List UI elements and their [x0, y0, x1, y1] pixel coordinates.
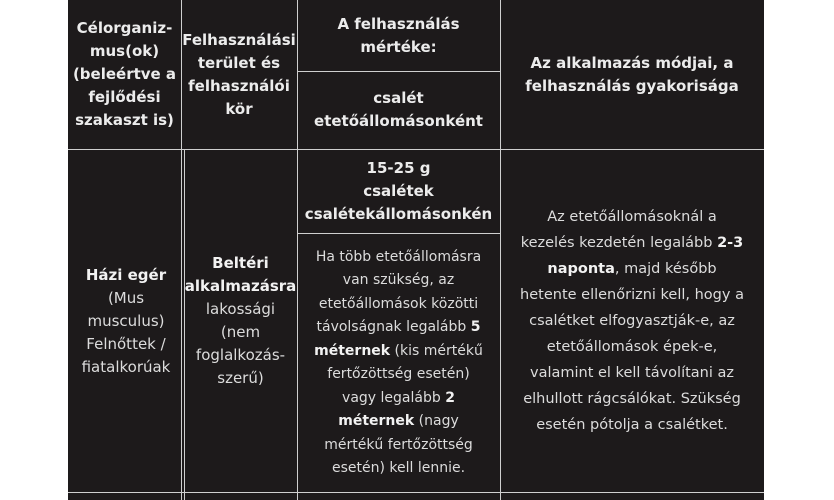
header-line: Felhasználási: [182, 30, 296, 49]
header-usage-amount: [297, 0, 500, 71]
method-line: [547, 256, 716, 282]
distance-line: mértékű fertőzöttség: [324, 436, 473, 453]
cell-organism: [68, 150, 184, 492]
organism-latin: musculus): [87, 311, 165, 330]
area-line: (nem: [220, 323, 261, 341]
header-line: etetőállomásonként: [314, 112, 483, 130]
cell-usage-area: [184, 150, 297, 492]
method-line: elhullott rágcsálókat. Szükség: [523, 391, 741, 407]
header-line: Az alkalmazás módjai, a: [530, 53, 734, 72]
method-line: Az etetőállomásoknál a: [547, 209, 717, 225]
method-line: etetőállomások épek-e,: [546, 339, 718, 355]
method-line: [521, 230, 744, 256]
row-divider: [68, 492, 764, 493]
distance-unit: méternek: [314, 342, 391, 359]
method-frequency: 2-3: [717, 235, 744, 251]
method-frequency: naponta: [547, 261, 615, 277]
header-line: mértéke:: [360, 37, 437, 56]
method-text: , majd később: [614, 261, 717, 277]
distance-line: van szükség, az: [342, 272, 455, 288]
cell-station-distance: [297, 234, 500, 492]
distance-line: [314, 340, 483, 364]
distance-line: etetőállomások közötti: [318, 295, 479, 312]
header-line: terület és: [197, 53, 281, 72]
method-text: kezelés kezdetén legalább: [520, 235, 718, 251]
header-line: szakaszt is): [75, 111, 174, 129]
organism-latin: (Mus: [107, 288, 145, 307]
cell-bait-amount: [297, 150, 500, 233]
area-line: Beltéri: [212, 254, 269, 272]
area-line: szerű): [217, 369, 264, 387]
area-line: foglalkozás-: [195, 346, 286, 364]
area-line: lakossági: [205, 300, 276, 318]
distance-line: [317, 316, 481, 340]
header-line: kör: [225, 99, 253, 118]
regulation-table: [68, 0, 764, 500]
header-application-methods: [500, 0, 764, 149]
header-line: fejlődési: [88, 88, 161, 106]
organism-stage: Felnőttek /: [86, 334, 166, 353]
header-line: felhasználói: [188, 76, 290, 95]
header-line: A felhasználás: [337, 14, 460, 33]
header-line: Célorganiz-: [76, 19, 173, 37]
header-line: (beleértve a: [72, 65, 177, 83]
organism-name: Házi egér: [85, 265, 167, 284]
distance-line: fertőzöttség esetén): [327, 366, 470, 382]
method-line: valamint el kell távolítani az: [529, 365, 735, 381]
header-usage-amount-sub: [297, 71, 500, 149]
header-line: csalét: [373, 89, 424, 107]
organism-stage: fiatalkorúak: [81, 357, 171, 376]
header-line: mus(ok): [89, 42, 160, 60]
header-usage-area: [181, 0, 297, 149]
distance-text: vagy legalább: [342, 389, 446, 406]
distance-value: 5: [470, 319, 481, 335]
method-line: esetén pótolja a csalétket.: [536, 417, 728, 433]
distance-unit: méternek: [338, 413, 415, 429]
distance-line: [342, 387, 455, 411]
amount-line: csalétek: [363, 182, 434, 200]
area-line: alkalmazásra: [184, 277, 297, 295]
distance-text: távolságnak legalább: [316, 319, 471, 335]
distance-line: [338, 410, 459, 434]
distance-text: (nagy: [414, 413, 459, 429]
method-line: hetente ellenőrizni kell, hogy a: [520, 287, 744, 303]
distance-text: (kis mértékű: [390, 342, 483, 359]
distance-value: 2: [445, 389, 455, 406]
amount-line: csalétekállomásonkén: [304, 205, 493, 223]
cell-application-methods: [500, 150, 764, 492]
header-line: felhasználás gyakorisága: [525, 76, 739, 95]
header-target-organism: [68, 0, 181, 149]
distance-line: esetén) kell lennie.: [331, 460, 466, 476]
distance-line: Ha több etetőállomásra: [315, 248, 482, 265]
amount-line: 15-25 g: [366, 159, 431, 177]
method-line: csalétket elfogyasztják-e, az: [529, 313, 735, 329]
